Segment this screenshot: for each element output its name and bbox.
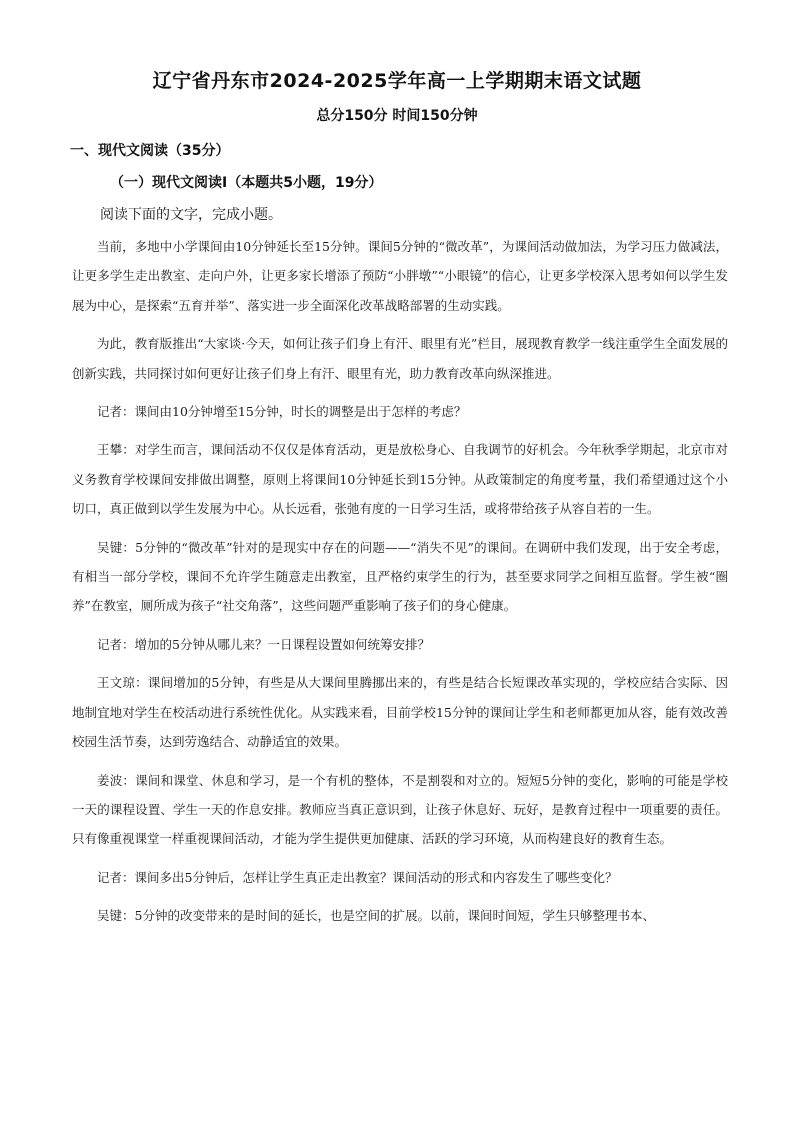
paragraph: 为此，教育版推出“大家谈·今天，如何让孩子们身上有汗、眼里有光”栏目，展现教育教学一线注重学生全面发展的创新实践，共同探讨如何更好让孩子们身上有汗、眼里有光，助力教育改革向纵深推进。 <box>72 336 728 381</box>
paragraph: 记者：课间由10分钟增至15分钟，时长的调整是出于怎样的考虑？ <box>97 404 467 420</box>
paragraph: 姜波：课间和课堂、休息和学习，是一个有机的整体，不是割裂和对立的。短短5分钟的变化，影响的可能是学校一天的课程设置、学生一天的作息安排。教师应当真正意识到，让孩子休息好、玩好，是教育过程中一项重要的责任。只有像重视课堂一样重视课间活动，才能为学生提供更加健康、活跃的学习环境，从而构建良好的教育生态。 <box>72 772 728 847</box>
section-heading: 一、现代文阅读（35分） <box>70 143 230 159</box>
exam-info: 总分150分 时间150分钟 <box>316 108 478 124</box>
paragraph: 吴键：5分钟的“微改革”针对的是现实中存在的问题——“消失不见”的课间。在调研中我们发现，出于安全考虑，有相当一部分学校，课间不允许学生随意走出教室，且严格约束学生的行为，甚至要求同学之间相互监督。学生被“圈养”在教室，厕所成为孩子“社交角落”，这些问题严重影响了孩子们的身心健康。 <box>72 539 728 614</box>
page-title: 辽宁省丹东市2024-2025学年高一上学期期末语文试题 <box>152 70 642 92</box>
paragraph: 记者：增加的5分钟从哪儿来？一日课程设置如何统筹安排？ <box>97 636 430 652</box>
paragraph: 吴键：5分钟的改变带来的是时间的延长，也是空间的扩展。以前，课间时间短，学生只够整理书本、 <box>97 908 655 924</box>
paragraph: 记者：课间多出5分钟后，怎样让学生真正走出教室？课间活动的形式和内容发生了哪些变化？ <box>97 869 618 885</box>
reading-passage <box>72 232 728 940</box>
paragraph: 王文琼：课间增加的5分钟，有些是从大课间里腾挪出来的，有些是结合长短课改革实现的，学校应结合实际、因地制宜地对学生在校活动进行系统性优化。从实践来看，目前学校15分钟的课间让学生和老师都更加从容，能有效改善校园生活节奏，达到劳逸结合、动静适宜的效果。 <box>72 675 728 750</box>
sub-section-heading: （一）现代文阅读Ⅰ（本题共5小题，19分） <box>110 175 383 191</box>
paragraph: 当前，多地中小学课间由10分钟延长至15分钟。课间5分钟的“微改革”，为课间活动做加法，为学习压力做减法，让更多学生走出教室、走向户外，让更多家长增添了预防“小胖墩”“小眼镜”的信心，让更多学校深入思考如何以学生发展为中心，是探索“五育并举”、落实进一步全面深化改革战略部署的生动实践。 <box>72 239 728 313</box>
reading-instruction: 阅读下面的文字，完成小题。 <box>100 207 282 223</box>
paragraph: 王攀：对学生而言，课间活动不仅仅是体育活动，更是放松身心、自我调节的好机会。今年秋季学期起，北京市对义务教育学校课间安排做出调整，原则上将课间10分钟延长到15分钟。从政策制定的角度考量，我们希望通过这个小切口，真正做到以学生发展为中心。从长远看，张弛有度的一日学习生活，或将带给孩子从容自若的一生。 <box>72 442 728 517</box>
